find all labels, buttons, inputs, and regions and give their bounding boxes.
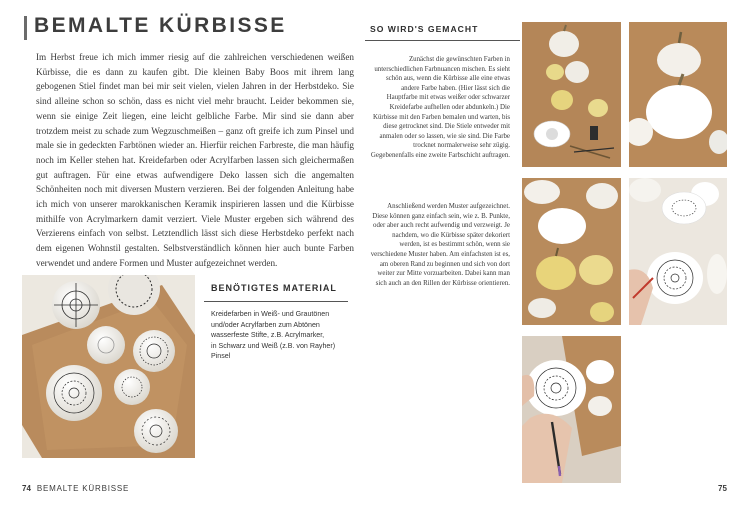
page-number-right: 75	[718, 484, 727, 493]
step-1-text: Zunächst die gewünschten Farben in unterschiedlichen Farbnuancen mischen. Es sieht schön aus, wenn die Kürbisse alle eine etwas andere Farbe haben. (Hier lässt sich die Hauptfarbe mit etwas weißer oder schwarzer Kreidefarbe aufhellen oder abdunkeln.) Die Kürbisse mit den Farben bemalen und warten, bis diese getrocknet sind. Die Stiele entweder mit anmalen oder so lassen, wie sie sind. Die Farbe trocknet normalerweise sehr zügig. Gegebenenfalls eine zweite Farbschicht auftragen.	[370, 56, 510, 159]
page-number-left: 74	[22, 484, 31, 493]
photo-decorated-pumpkins	[22, 275, 195, 458]
step-2-text: Anschließend werden Muster aufgezeichnet. Diese können ganz einfach sein, wie z. B. Punkte, oder aber auch recht aufwendig und verzweigt. Je nachdem, wo die Kürbisse später dekoriert werden, ist es bestimmt schön, wenn sie verschiedene Muster haben. Am einfachsten ist es, am oberen Rand zu beginnen und sich von dort weiter zur Mitte vorzuarbeiten. Dabei kann man sich auch an den Rillen der Kürbisse orientieren.	[370, 203, 510, 287]
footer-label: BEMALTE KÜRBISSE	[36, 484, 130, 493]
photo-drawing-patterns	[629, 178, 727, 325]
material-heading: BENÖTIGTES MATERIAL	[211, 283, 337, 293]
photo-yellow-white-pumpkins	[522, 178, 621, 325]
material-list	[211, 309, 361, 362]
steps-divider	[365, 40, 520, 41]
material-item: Pinsel	[211, 352, 231, 361]
page-title: BEMALTE KÜRBISSE	[34, 14, 287, 37]
photo-hands-drawing	[522, 336, 621, 483]
photo-white-pumpkins	[629, 22, 727, 167]
footer-left	[22, 484, 129, 493]
steps-heading: SO WIRD'S GEMACHT	[370, 24, 479, 34]
material-divider	[204, 301, 348, 302]
material-item: Kreidefarben in Weiß- und Grautönen	[211, 310, 330, 318]
material-item: in Schwarz und Weiß (z.B. von Rayher)	[211, 341, 336, 350]
photo-painting-supplies	[522, 22, 621, 167]
intro-text: Im Herbst freue ich mich immer riesig auf die zahlreichen verschiedenen weißen Kürbisse, die es dann zu kaufen gibt. Die kleinen Baby Boos mit ihrem lang gebogenen Stiel findet man bei mir seit vielen, vielen Jahren in der Herbstdeko. Sie sind alleine schon so schön, dass es nicht viel mehr braucht. Leider bekommen sie, wenn sie einige Zeit liegen, eine leicht gelbliche Farbe. Mir sind sie dann aber trotzdem meist zu schade zum Wegzuschmeißen – ganz oft greife ich zum Pinsel und male sie in gedeckten Farbtönen wieder an. Hierfür reichen Farbreste, die man häufig noch im Keller stehen hat. Kreidefarben oder Acrylfarben lassen sich gleichermaßen gut auftragen. Für eine etwas aufwendigere Deko lassen sich die angemalten Schönheiten noch mit diversen Mustern verzieren. Bei der folgenden Anleitung habe ich mich von unserer marokkanischen Keramik inspirieren lassen und die Kürbisse mithilfe von Acrylmarkern damit verziert. Viele Muster ergeben sich während des Verzierens einfach von selbst. Letztendlich lässt sich diese Herbstdeko perfekt nach dem eigenen Wohnstil gestalten. Selbstverständlich können hier auch bunte Farben verwendet und andere Formen und Muster aufgezeichnet werden.	[36, 52, 354, 268]
material-item: und/oder Acrylfarben zum Abtönen	[211, 320, 320, 329]
footer-right	[718, 484, 733, 493]
material-item: wasserfeste Stifte, z.B. Acrylmarker,	[211, 331, 325, 340]
title-accent-bar	[24, 16, 27, 40]
